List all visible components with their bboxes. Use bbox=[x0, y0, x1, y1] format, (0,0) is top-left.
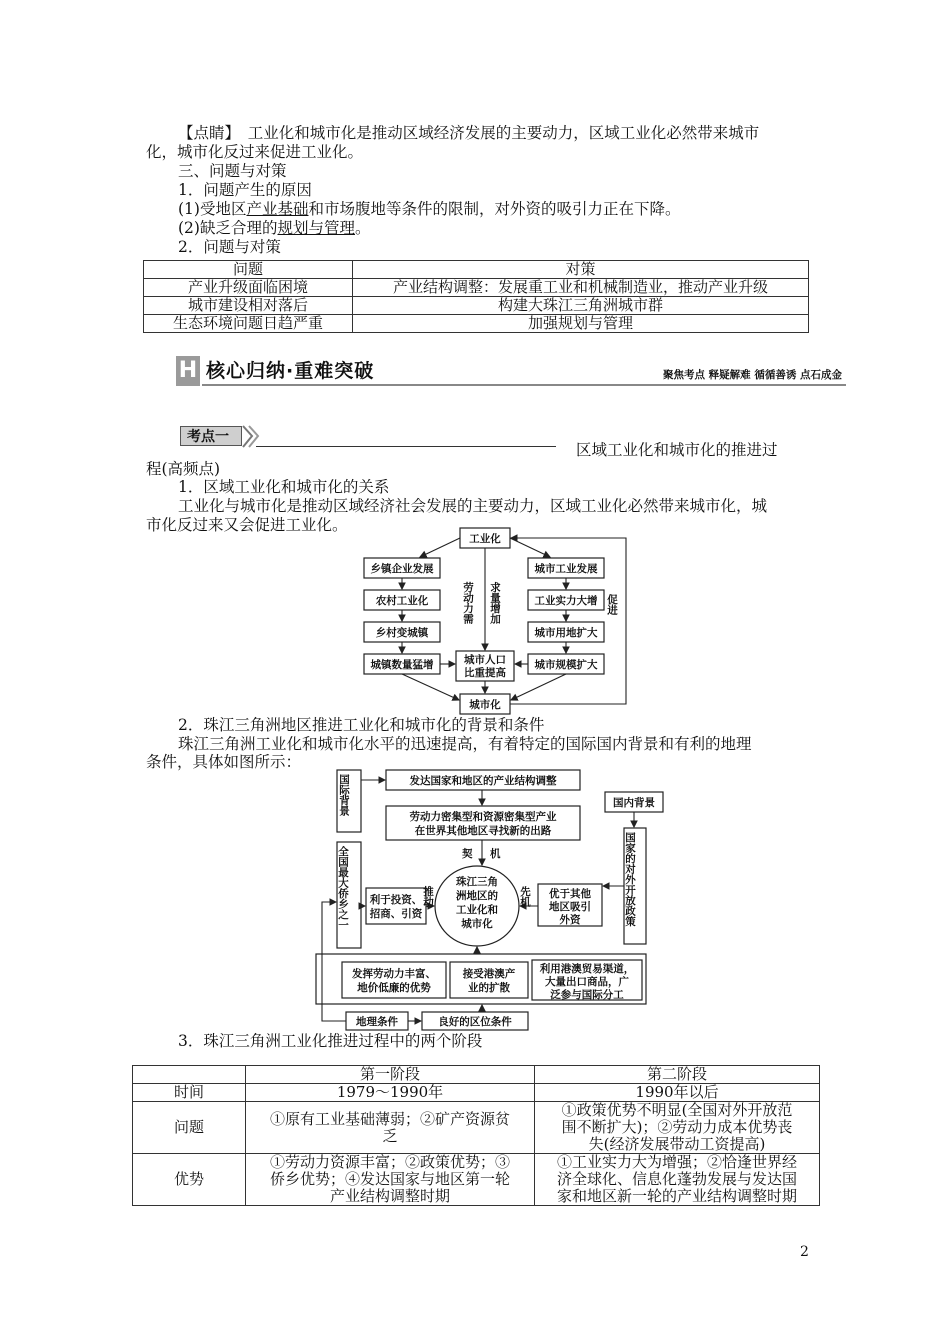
table-header-row bbox=[144, 261, 809, 279]
cell-line: ①劳动力资源丰富；②政策优势；③ bbox=[269, 1153, 510, 1171]
section2-title: 2．珠江三角洲地区推进工业化和城市化的背景和条件 bbox=[178, 716, 545, 734]
label-left-1: 乡镇企业发展 bbox=[370, 563, 434, 575]
label-labor-demand: 劳动力需 bbox=[462, 582, 474, 624]
kaodian-title: 区域工业化和城市化的推进过 bbox=[576, 441, 778, 459]
table-header-cell: 第一阶段 bbox=[246, 1066, 535, 1084]
label-first: 先机 bbox=[519, 886, 531, 907]
label-center-2: 洲地区的 bbox=[456, 890, 498, 902]
page-number: 2 bbox=[800, 1244, 809, 1260]
stages-table bbox=[132, 1065, 820, 1206]
label-domestic: 国内背景 bbox=[613, 797, 655, 809]
label-policy: 国家的对外开放政策 bbox=[624, 832, 636, 927]
cell-line: ①政策优势不明显(全国对外开放范 bbox=[561, 1101, 793, 1119]
underlined-term: 产业基础 bbox=[246, 200, 309, 218]
label-invest-1: 利于投资、 bbox=[369, 894, 423, 906]
table-row bbox=[144, 315, 809, 333]
cell-line: 侨乡优势；④发达国家与地区第一轮 bbox=[269, 1170, 510, 1188]
section3b-title: 3．珠江三角洲工业化推进过程中的两个阶段 bbox=[178, 1032, 483, 1050]
text: (2)缺乏合理的 bbox=[178, 219, 278, 237]
label-right-4: 城市规模扩大 bbox=[534, 659, 598, 671]
kaodian-rule bbox=[256, 446, 556, 447]
table-row bbox=[133, 1154, 820, 1206]
label-left-3: 乡村变城镇 bbox=[375, 627, 429, 639]
table-cell: 优势 bbox=[133, 1154, 246, 1206]
section3-title: 三、问题与对策 bbox=[178, 162, 287, 180]
label-better-2: 地区吸引 bbox=[549, 901, 591, 913]
cell-line: 失(经济发展带动工资提高) bbox=[588, 1135, 766, 1153]
label-port-1: 利用港澳贸易渠道， bbox=[539, 963, 635, 975]
table-header-cell: 对策 bbox=[353, 261, 809, 279]
section3-sub1: 1．问题产生的原因 bbox=[178, 181, 312, 199]
table-cell: 构建大珠江三角洲城市群 bbox=[353, 297, 809, 315]
table-cell: 生态环境问题日趋严重 bbox=[144, 315, 353, 333]
label-qiji-2: 机 bbox=[490, 848, 501, 860]
cell-line: 产业结构调整时期 bbox=[329, 1187, 450, 1205]
table-cell: 城市建设相对落后 bbox=[144, 297, 353, 315]
label-right-2: 工业实力大增 bbox=[534, 595, 598, 607]
table-cell: 加强规划与管理 bbox=[353, 315, 809, 333]
dianjing-line1 bbox=[178, 124, 759, 143]
label-better-3: 外资 bbox=[559, 914, 581, 926]
label-left-4: 城镇数量猛增 bbox=[370, 659, 434, 671]
table-cell bbox=[246, 1154, 535, 1206]
section3-sub2: 2．问题与对策 bbox=[178, 238, 281, 256]
section3-item2 bbox=[178, 219, 371, 238]
label-demand-increase: 求量增加 bbox=[489, 582, 501, 624]
label-port-2: 大量出口商品，广 bbox=[545, 976, 629, 988]
label-labor-adv-1: 发挥劳动力丰富、 bbox=[352, 968, 436, 980]
cell-line: 围不断扩大)；②劳动力成本优势丧 bbox=[561, 1118, 793, 1136]
label-push: 推动 bbox=[422, 886, 434, 907]
label-better-1: 优于其他 bbox=[549, 888, 591, 900]
label-labor-1: 劳动力密集型和资源密集型产业 bbox=[409, 811, 557, 823]
underlined-term: 规划与管理 bbox=[277, 219, 355, 237]
dianjing-text: 工业化和城市化是推动区域经济发展的主要动力，区域工业化必然带来城市 bbox=[247, 124, 760, 142]
section3-item1 bbox=[178, 200, 681, 219]
cell-line: 家和地区新一轮的产业结构调整时期 bbox=[556, 1187, 797, 1205]
table-cell bbox=[246, 1102, 535, 1154]
table-cell: 时间 bbox=[133, 1084, 246, 1102]
banner-underline bbox=[202, 384, 846, 386]
section2-p2: 条件，具体如图所示： bbox=[146, 753, 302, 771]
table-cell: 1990年以后 bbox=[535, 1084, 820, 1102]
banner-title: 核心归纳·重难突破 bbox=[206, 360, 375, 382]
table-row bbox=[144, 279, 809, 297]
label-location: 良好的区位条件 bbox=[438, 1016, 512, 1028]
section2-p1: 珠江三角洲工业化和城市化水平的迅速提高，有着特定的国际国内背景和有利的地理 bbox=[178, 735, 752, 753]
industrialization-urbanization-diagram bbox=[350, 524, 640, 720]
table-cell bbox=[535, 1154, 820, 1206]
table-cell: 产业升级面临困境 bbox=[144, 279, 353, 297]
label-center-1: 珠江三角 bbox=[456, 876, 498, 888]
label-hk-1: 接受港澳产 bbox=[462, 968, 516, 980]
label-promote: 促进 bbox=[606, 594, 618, 615]
cell-line: 乏 bbox=[382, 1126, 398, 1145]
kaodian-p1: 1．区域工业化和城市化的关系 bbox=[178, 478, 390, 496]
table-cell bbox=[133, 1066, 246, 1084]
kaodian-title-cont: 程(高频点) bbox=[146, 460, 221, 478]
kaodian-p2a: 工业化与城市化是推动区域经济社会发展的主要动力，区域工业化必然带来城市化，城 bbox=[178, 497, 768, 515]
pearl-river-delta-diagram bbox=[312, 766, 680, 1032]
text: 。 bbox=[354, 219, 371, 237]
label-center-4: 城市化 bbox=[461, 918, 493, 930]
label-left-2: 农村工业化 bbox=[375, 595, 429, 607]
label-center-1: 城市人口 bbox=[464, 654, 506, 666]
kaodian-badge: 考点一 bbox=[180, 426, 242, 446]
label-center-2: 比重提高 bbox=[464, 667, 506, 679]
problem-solution-table bbox=[143, 260, 809, 333]
label-port-3: 泛参与国际分工 bbox=[550, 989, 624, 1001]
cell-line: ①原有工业基础薄弱；②矿产资源贫 bbox=[269, 1109, 510, 1128]
table-cell bbox=[535, 1102, 820, 1154]
label-right-1: 城市工业发展 bbox=[534, 563, 598, 575]
label-urbanization: 城市化 bbox=[469, 699, 501, 711]
banner-letter-badge: H bbox=[176, 356, 200, 386]
label-hk-2: 业的扩散 bbox=[468, 982, 510, 994]
kaodian-p2b: 市化反过来又会促进工业化。 bbox=[146, 516, 348, 534]
label-right-3: 城市用地扩大 bbox=[534, 627, 598, 639]
text: 和市场腹地等条件的限制，对外资的吸引力正在下降。 bbox=[308, 200, 681, 218]
table-cell: 问题 bbox=[133, 1102, 246, 1154]
table-header-cell: 问题 bbox=[144, 261, 353, 279]
label-labor-adv-2: 地价低廉的优势 bbox=[357, 982, 431, 994]
table-header-cell: 第二阶段 bbox=[535, 1066, 820, 1084]
cell-line: ①工业实力大为增强；②恰逢世界经 bbox=[556, 1153, 797, 1171]
text: (1)受地区 bbox=[178, 200, 247, 218]
table-cell: 1979～1990年 bbox=[246, 1084, 535, 1102]
table-cell: 产业结构调整：发展重工业和机械制造业，推动产业升级 bbox=[353, 279, 809, 297]
banner-subtitle: 聚焦考点 释疑解难 循循善诱 点石成金 bbox=[663, 369, 842, 381]
label-qiji-1: 契 bbox=[462, 848, 473, 860]
table-row bbox=[133, 1102, 820, 1154]
table-row bbox=[144, 297, 809, 315]
section-banner bbox=[176, 356, 846, 386]
label-industry-adjust: 发达国家和地区的产业结构调整 bbox=[409, 775, 557, 787]
cell-line: 济全球化、信息化蓬勃发展与发达国 bbox=[556, 1170, 797, 1188]
table-header-row bbox=[133, 1066, 820, 1084]
label-geo: 地理条件 bbox=[356, 1016, 398, 1028]
label-intl-background: 国际背景 bbox=[338, 774, 350, 816]
label-labor-2: 在世界其他地区寻找新的出路 bbox=[414, 825, 552, 837]
dianjing-label: 【点睛】 bbox=[178, 124, 233, 142]
table-row bbox=[133, 1084, 820, 1102]
label-overseas: 全国最大侨乡之一 bbox=[337, 846, 349, 930]
label-industrialization: 工业化 bbox=[469, 533, 501, 545]
label-invest-2: 招商、引资 bbox=[369, 908, 423, 920]
label-center-3: 工业化和 bbox=[456, 904, 498, 916]
dianjing-line2: 化，城市化反过来促进工业化。 bbox=[146, 143, 364, 161]
